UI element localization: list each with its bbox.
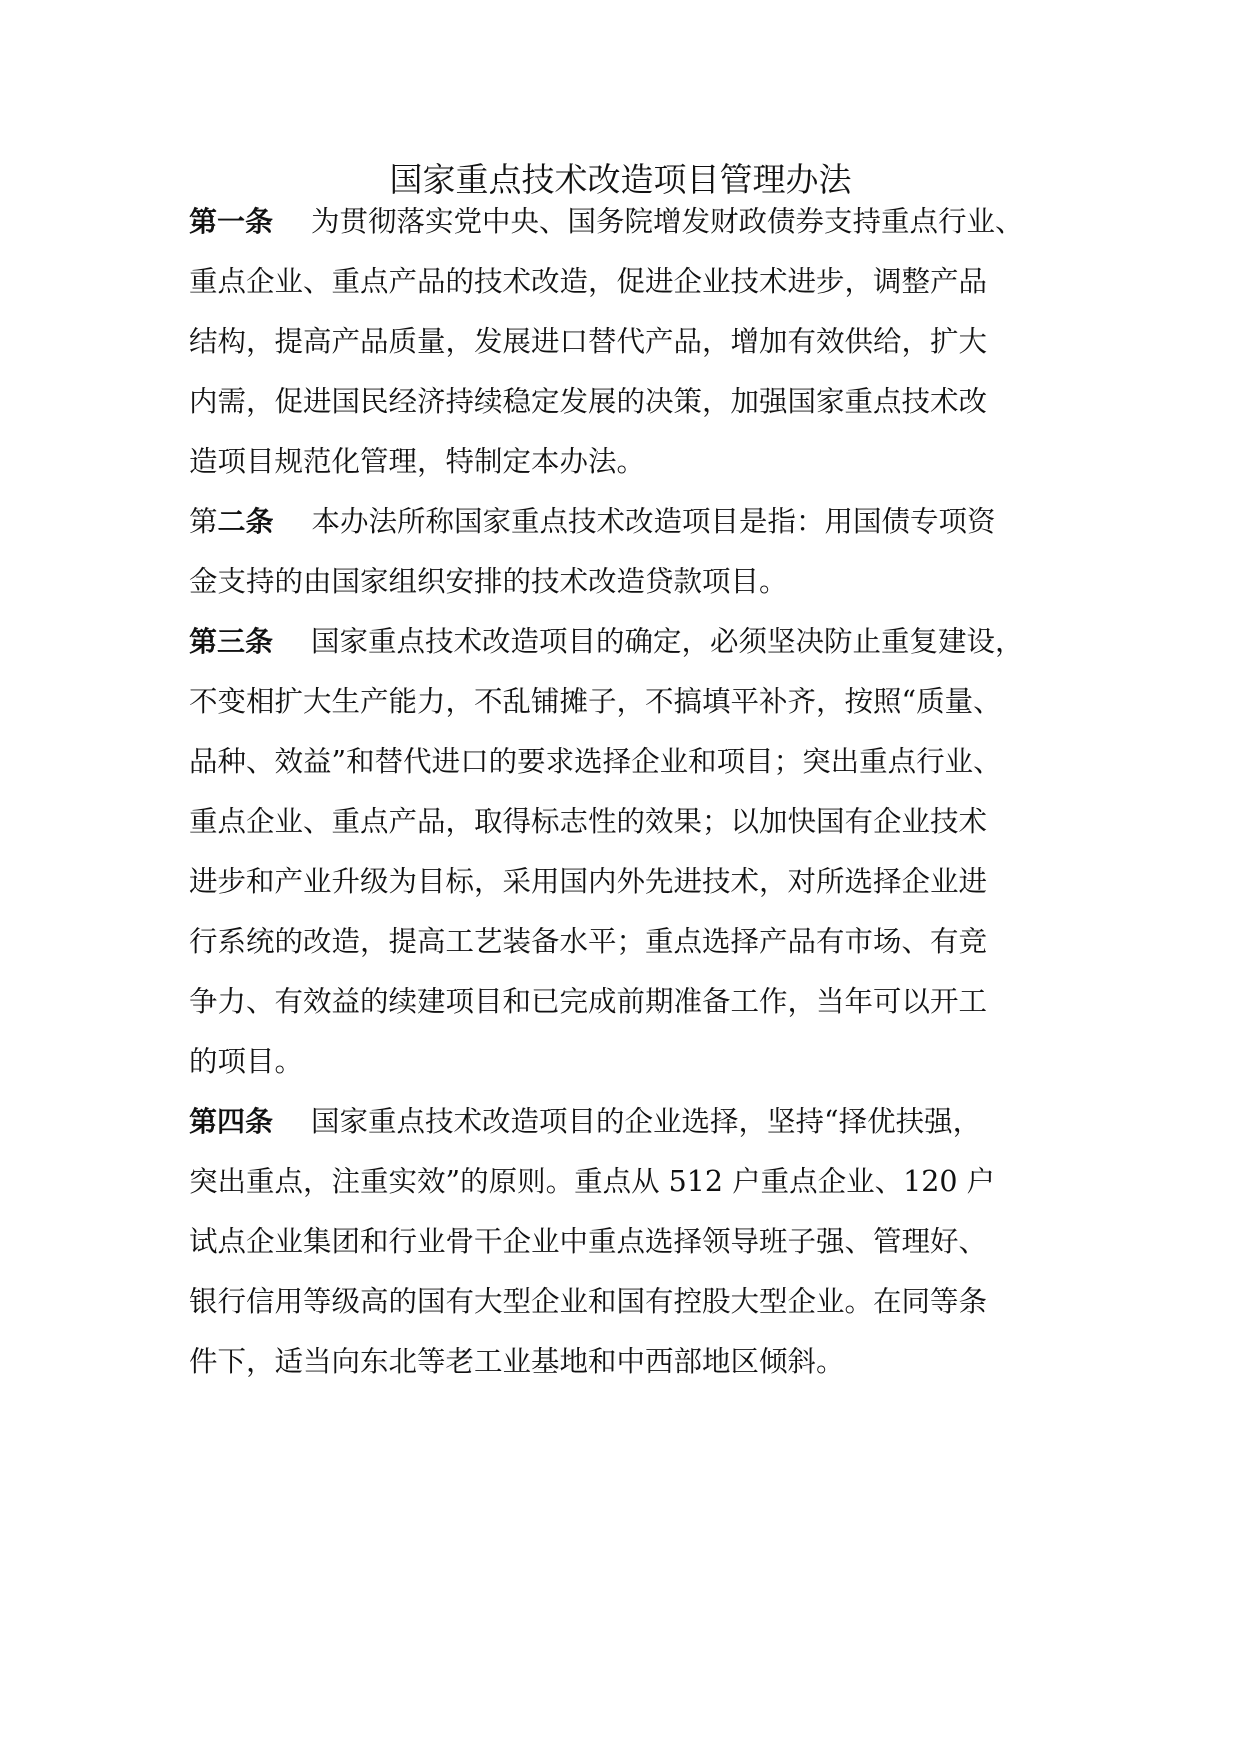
article-4-line-1 (189, 1102, 981, 1142)
article-2-line-2: 金支持的由国家组织安排的技术改造贷款项目。 (189, 565, 788, 598)
article-1-text-1: 为贯彻落实党中央、国务院增发财政债券支持重点行业、 (311, 205, 1024, 238)
article-4-line-3: 试点企业集团和行业骨干企业中重点选择领导班子强、管理好、 (189, 1225, 988, 1258)
article-3-line-2: 不变相扩大生产能力，不乱铺摊子，不搞填平补齐，按照“质量、 (189, 685, 1002, 718)
article-3-line-5: 进步和产业升级为目标，采用国内外先进技术，对所选择企业进 (189, 865, 988, 898)
article-1-label: 第一条 (189, 205, 274, 238)
article-2-text-1: 本办法所称国家重点技术改造项目是指：用国债专项资 (311, 505, 996, 538)
article-3-line-8: 的项目。 (189, 1045, 304, 1078)
article-3-text-1: 国家重点技术改造项目的确定，必须坚决防止重复建设， (311, 625, 1024, 658)
article-3-line-6: 行系统的改造，提高工艺装备水平；重点选择产品有市场、有竞 (189, 925, 988, 958)
article-1-line-4: 内需，促进国民经济持续稳定发展的决策，加强国家重点技术改 (189, 385, 988, 418)
article-3-line-1 (189, 622, 1024, 662)
article-1-line-5: 造项目规范化管理，特制定本办法。 (189, 445, 646, 478)
article-4-line-5: 件下，适当向东北等老工业基地和中西部地区倾斜。 (189, 1345, 845, 1378)
article-2-label-bold: 二条 (217, 505, 274, 538)
article-1-line-3: 结构，提高产品质量，发展进口替代产品，增加有效供给，扩大 (189, 325, 988, 358)
article-4-line-4: 银行信用等级高的国有大型企业和国有控股大型企业。在同等条 (189, 1285, 988, 1318)
article-2-label (189, 505, 274, 538)
article-4-line-2: 突出重点，注重实效”的原则。重点从 512 户重点企业、120 户 (189, 1165, 996, 1198)
article-3-line-4: 重点企业、重点产品，取得标志性的效果；以加快国有企业技术 (189, 805, 988, 838)
article-4-text-1: 国家重点技术改造项目的企业选择，坚持“择优扶强， (311, 1105, 982, 1138)
article-3-line-7: 争力、有效益的续建项目和已完成前期准备工作，当年可以开工 (189, 985, 988, 1018)
article-3-label: 第三条 (189, 625, 274, 658)
article-2-line-1 (189, 502, 996, 542)
article-3-line-3: 品种、效益”和替代进口的要求选择企业和项目；突出重点行业、 (189, 745, 1002, 778)
article-4-label: 第四条 (189, 1105, 274, 1138)
article-1-line-2: 重点企业、重点产品的技术改造，促进企业技术进步，调整产品 (189, 265, 988, 298)
document-title: 国家重点技术改造项目管理办法 (389, 160, 852, 199)
article-1-line-1 (189, 202, 1024, 242)
article-2-label-plain: 第 (189, 505, 218, 538)
